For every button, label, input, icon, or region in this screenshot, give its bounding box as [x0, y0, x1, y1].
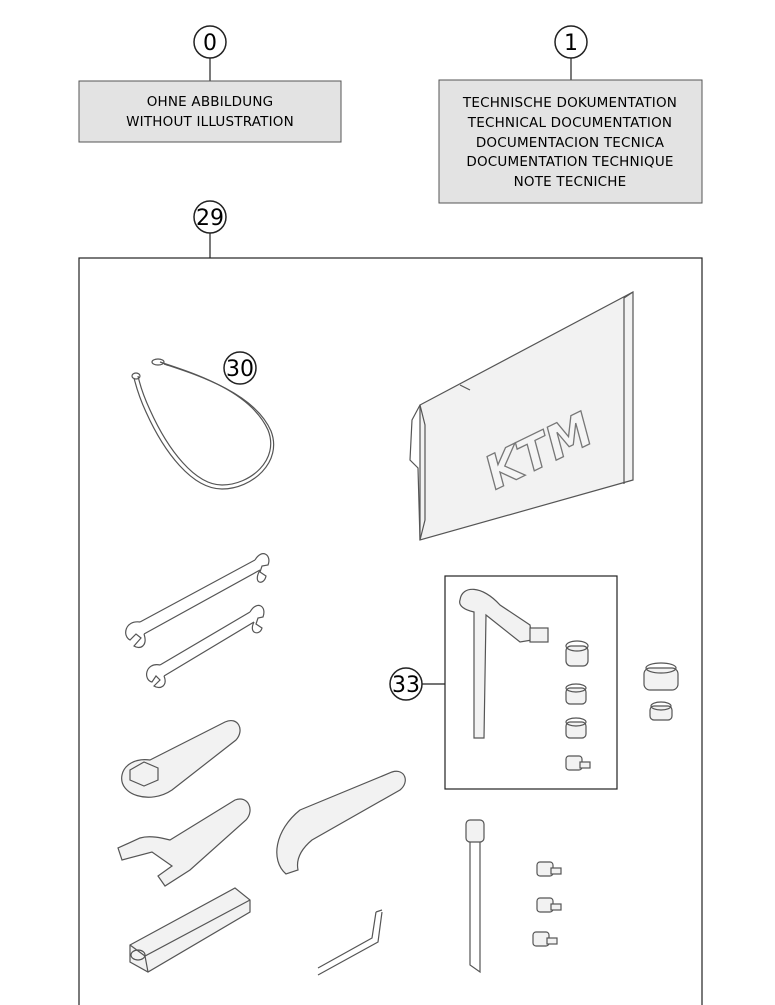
t-handle-driver-part: [460, 589, 548, 738]
callout-33-number: 33: [392, 673, 420, 698]
socket-small: [566, 718, 586, 738]
bit-2: [537, 898, 561, 912]
socket-medium: [566, 684, 586, 704]
technical-documentation-box: [439, 80, 702, 203]
hex-key-part: [318, 910, 382, 975]
open-end-wrench-large: [126, 554, 269, 648]
loose-socket-2: [650, 702, 672, 720]
tech-doc-line-5: NOTE TECNICHE: [513, 174, 627, 190]
without-illustration-box: [79, 81, 341, 142]
callout-1: [555, 26, 587, 80]
callout-30: [224, 352, 256, 384]
ktm-logo: KTM: [476, 401, 602, 500]
bit-driver-part: [466, 820, 484, 972]
fork-spanner-part: [118, 799, 250, 886]
hook-spanner-part: [277, 771, 405, 874]
callout-33: [390, 668, 445, 700]
ring-spanner-part: [122, 721, 240, 798]
tech-doc-line-2: TECHNICAL DOCUMENTATION: [467, 115, 673, 131]
tech-doc-line-3: DOCUMENTACION TECNICA: [475, 135, 665, 151]
open-end-wrench-small: [147, 605, 264, 687]
tool-bag-part: [410, 292, 633, 540]
loose-socket-1: [644, 663, 678, 690]
bit-3: [533, 932, 557, 946]
callout-29: [194, 201, 226, 258]
without-illustration-line-2: WITHOUT ILLUSTRATION: [126, 114, 294, 130]
callout-29-number: 29: [196, 206, 224, 231]
callout-1-number: 1: [564, 31, 578, 56]
tech-doc-line-1: TECHNISCHE DOKUMENTATION: [462, 95, 678, 111]
callout-30-number: 30: [226, 357, 254, 382]
callout-0: [194, 26, 226, 81]
torx-bit: [566, 756, 590, 770]
tech-doc-line-4: DOCUMENTATION TECHNIQUE: [466, 154, 674, 170]
socket-large: [566, 641, 588, 666]
bit-1: [537, 862, 561, 876]
without-illustration-line-1: OHNE ABBILDUNG: [146, 94, 274, 110]
callout-0-number: 0: [203, 31, 217, 56]
flat-bar-tool-part: [130, 888, 250, 972]
